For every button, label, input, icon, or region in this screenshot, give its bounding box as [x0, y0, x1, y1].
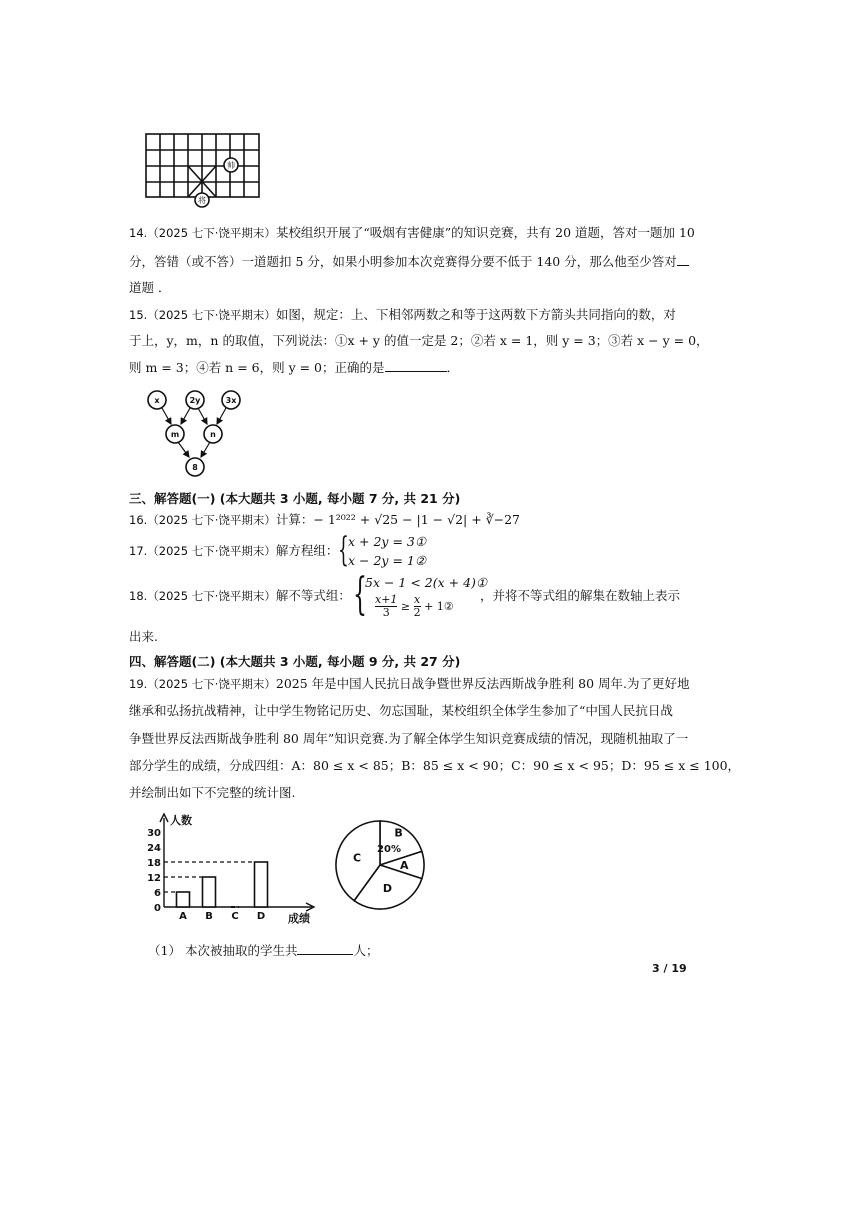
- pie-slice-label: D: [382, 882, 393, 896]
- svg-text:帅: 帅: [227, 161, 235, 170]
- q19-line1: [129, 676, 690, 692]
- chess-grid-figure: [145, 133, 265, 209]
- y-tick-label: 0: [154, 903, 161, 914]
- pie-slice-label: B: [394, 826, 403, 840]
- q17-source: 17.（2025 七下·饶平期末）: [129, 544, 276, 558]
- page-number: 3 / 19: [652, 962, 687, 975]
- q18-eq2-den: 3: [382, 606, 390, 619]
- x-category-label: B: [205, 911, 213, 922]
- q15-answer-blank[interactable]: [385, 359, 447, 372]
- q14-source: 14.（2025 七下·饶平期末）: [129, 226, 276, 240]
- q15-text2: 于上，y，m，n 的取值，下列说法：①x + y 的值一定是 2；②若 x = 1，则 y = 3；③若 x − y = 0，: [129, 333, 709, 348]
- q19-sub1-num: （1）: [148, 943, 181, 958]
- q18-line: [129, 588, 351, 604]
- node-m: m: [170, 430, 180, 439]
- q15-text3: 则 m = 3；④若 n = 6，则 y = 0；正确的是: [129, 360, 385, 375]
- node-x: x: [154, 396, 160, 405]
- q15-source: 15.（2025 七下·饶平期末）: [129, 308, 276, 322]
- q19-line5: 并绘制出如下不完整的统计图.: [129, 785, 296, 800]
- q19-line2: 继承和弘扬抗战精神，让中学生物铭记历史、勿忘国耻，某校组织全体学生参加了“中国人民抗日战: [129, 703, 673, 718]
- q18-brace: {: [353, 569, 367, 620]
- section3-title: 三、解答题(一) (本大题共 3 小题, 每小题 7 分, 共 21 分): [129, 491, 461, 506]
- pie-slice-label: A: [399, 859, 409, 872]
- q14-text1: 某校组织开展了“吸烟有害健康”的知识竞赛，共有 20 道题，答对一题加 10: [275, 225, 695, 240]
- q17-eq1: x + 2y = 3①: [348, 534, 427, 549]
- q17-line: [129, 543, 338, 559]
- q19-sub1: [148, 942, 378, 959]
- q18-eq2-rnum: x: [414, 593, 421, 606]
- q16-source: 16.（2025 七下·饶平期末）: [129, 513, 276, 527]
- q14-line3: [129, 280, 170, 296]
- q19-text1: 2025 年是中国人民抗日战争暨世界反法西斯战争胜利 80 周年.为了更好地: [275, 676, 690, 691]
- q18-label: 解不等式组：: [275, 588, 351, 603]
- section4-title: 四、解答题(二) (本大题共 3 小题, 每小题 9 分, 共 27 分): [129, 654, 461, 669]
- q19-sub1-end: 人；: [353, 943, 379, 958]
- x-axis-label: 成绩: [288, 912, 310, 925]
- q17-eq2: x − 2y = 1②: [348, 553, 427, 568]
- y-tick-label: 6: [154, 888, 161, 899]
- pie-annotation: 20%: [377, 844, 401, 855]
- y-tick-label: 12: [147, 873, 161, 884]
- q14-text2: 分，答错（或不答）一道题扣 5 分，如果小明参加本次竞赛得分要不低于 140 分，那么他至少答对: [129, 254, 677, 269]
- bar: [177, 892, 190, 907]
- y-tick-label: 18: [147, 858, 161, 869]
- pie-chart: [333, 818, 428, 913]
- bar: [255, 862, 268, 907]
- x-category-label: A: [179, 911, 187, 922]
- q19-sub1-blank[interactable]: [297, 942, 353, 955]
- q18-line2: 出来.: [129, 629, 158, 644]
- q18-eq2-rden: 2: [413, 606, 421, 619]
- q16-line: [129, 512, 520, 528]
- q19-sub1-text: 本次被抽取的学生共: [184, 943, 298, 958]
- q19-source: 19.（2025 七下·饶平期末）: [129, 677, 276, 691]
- node-3x: 3x: [225, 396, 237, 405]
- node-8: 8: [192, 463, 198, 472]
- q16-text: 计算：− 1²⁰²² + √25 − |1 − √2| + ∛−27: [275, 512, 521, 527]
- q18-tail: ，并将不等式组的解集在数轴上表示: [480, 588, 681, 603]
- q18-eq2-mid: ≥: [400, 600, 411, 613]
- svg-text:将: 将: [198, 196, 206, 205]
- q15-arrow-diagram: [140, 388, 250, 480]
- q14-answer-blank[interactable]: [677, 253, 689, 266]
- bar-chart: [140, 812, 325, 927]
- node-2y: 2y: [189, 396, 201, 405]
- y-axis-label: 人数: [170, 814, 192, 827]
- q18-eq1: 5x − 1 < 2(x + 4)①: [365, 575, 488, 590]
- q17-label: 解方程组：: [275, 543, 339, 558]
- q15-text1: 如图，规定：上、下相邻两数之和等于这两数下方箭头共同指向的数，对: [275, 307, 676, 322]
- q19-line4: 部分学生的成绩，分成四组：A：80 ≤ x < 85；B：85 ≤ x < 90；C：90 ≤ x < 95；D：95 ≤ x ≤ 100，: [129, 758, 741, 773]
- q15-line3: [129, 359, 459, 376]
- q14-line1: [129, 225, 695, 241]
- x-category-label: D: [256, 911, 266, 922]
- q17-brace: {: [338, 530, 349, 570]
- y-tick-label: 24: [147, 843, 161, 854]
- x-category-label: C: [231, 911, 239, 922]
- q15-line2: [129, 333, 709, 349]
- y-tick-label: 30: [147, 828, 161, 839]
- q18-eq2-end: + 1②: [424, 600, 454, 613]
- q14-text3: 道题 ．: [129, 280, 171, 295]
- q18-source: 18.（2025 七下·饶平期末）: [129, 589, 276, 603]
- q19-line3: 争暨世界反法西斯战争胜利 80 周年”知识竞赛.为了解全体学生知识竞赛成绩的情况，现随机抽取了一: [129, 731, 689, 746]
- bar: [203, 877, 216, 907]
- q15-text3-end: ．: [446, 360, 460, 375]
- q18-eq2: [375, 594, 454, 619]
- node-n: n: [210, 430, 216, 439]
- pie-slice-label: C: [352, 851, 362, 865]
- q18-eq2-num: x+1: [375, 593, 398, 606]
- q15-line1: [129, 307, 676, 323]
- q14-line2: [129, 253, 689, 270]
